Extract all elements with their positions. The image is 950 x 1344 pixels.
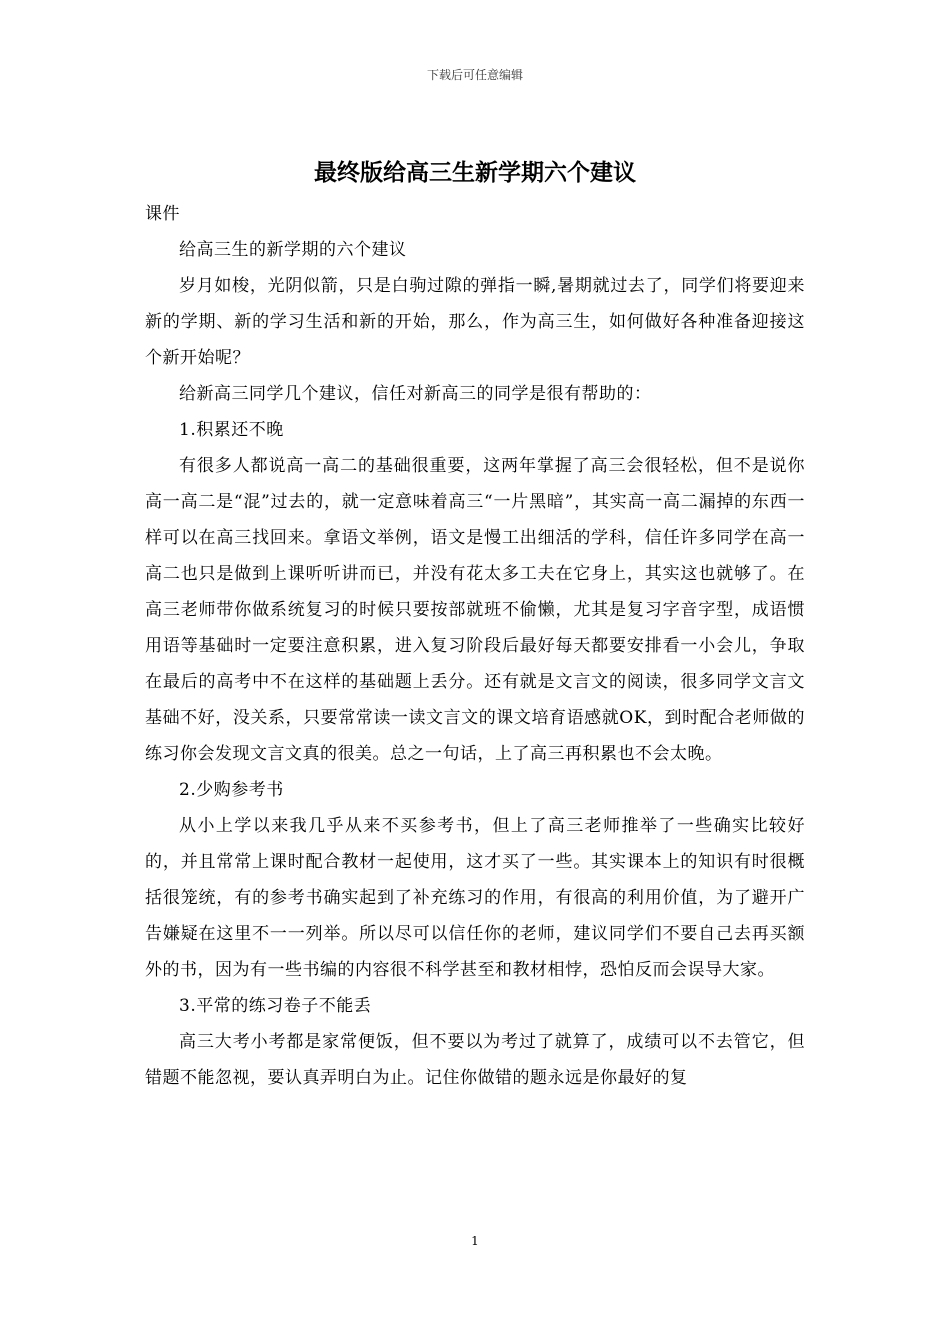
paragraph-section-3: 高三大考小考都是家常便饭，但不要以为考过了就算了，成绩可以不去管它，但错题不能忽视，要认真弄明白为止。记住你做错的题永远是你最好的复 bbox=[145, 1032, 805, 1088]
section-heading-1: 1.积累还不晚 bbox=[179, 420, 284, 440]
document-title: 最终版给高三生新学期六个建议 bbox=[314, 159, 636, 186]
section-heading-2: 2.少购参考书 bbox=[179, 780, 284, 800]
paragraph-subtitle: 给高三生的新学期的六个建议 bbox=[179, 240, 407, 260]
page-number: 1 bbox=[471, 1234, 479, 1248]
paragraph-section-2: 从小上学以来我几乎从来不买参考书，但上了高三老师推举了一些确实比较好的，并且常常上课时配合教材一起使用，这才买了一些。其实课本上的知识有时很概括很笼统，有的参考书确实起到了补充练习的作用，有很高的利用价值，为了避开广告嫌疑在这里不一一列举。所以尽可以信任你的老师，建议同学们不要自己去再买额外的书，因为有一些书编的内容很不科学甚至和教材相悖，恐怕反而会误导大家。 bbox=[145, 816, 805, 980]
paragraph-category: 课件 bbox=[145, 204, 180, 224]
section-heading-3: 3.平常的练习卷子不能丢 bbox=[179, 996, 372, 1016]
page-header-note: 下载后可任意编辑 bbox=[426, 68, 523, 82]
paragraph-lead: 给新高三同学几个建议，信任对新高三的同学是很有帮助的： bbox=[179, 384, 652, 404]
paragraph-section-1: 有很多人都说高一高二的基础很重要，这两年掌握了高三会很轻松，但不是说你高一高二是“混”过去的，就一定意味着高三“一片黑暗”，其实高一高二漏掉的东西一样可以在高三找回来。拿语文举例，语文是慢工出细活的学科，信任许多同学在高一高二也只是做到上课听听讲而已，并没有花太多工夫在它身上，其实这也就够了。在高三老师带你做系统复习的时候只要按部就班不偷懒，尤其是复习字音字型，成语惯用语等基础时一定要注意积累，进入复习阶段后最好每天都要安排看一小会儿，争取在最后的高考中不在这样的基础题上丢分。还有就是文言文的阅读，很多同学文言文基础不好，没关系，只要常常读一读文言文的课文培育语感就OK，到时配合老师做的练习你会发现文言文真的很美。总之一句话，上了高三再积累也不会太晚。 bbox=[145, 456, 805, 764]
paragraph-intro: 岁月如梭，光阴似箭，只是白驹过隙的弹指一瞬,暑期就过去了，同学们将要迎来新的学期、新的学习生活和新的开始，那么，作为高三生，如何做好各种准备迎接这个新开始呢？ bbox=[145, 276, 805, 368]
document-body bbox=[145, 196, 805, 1096]
